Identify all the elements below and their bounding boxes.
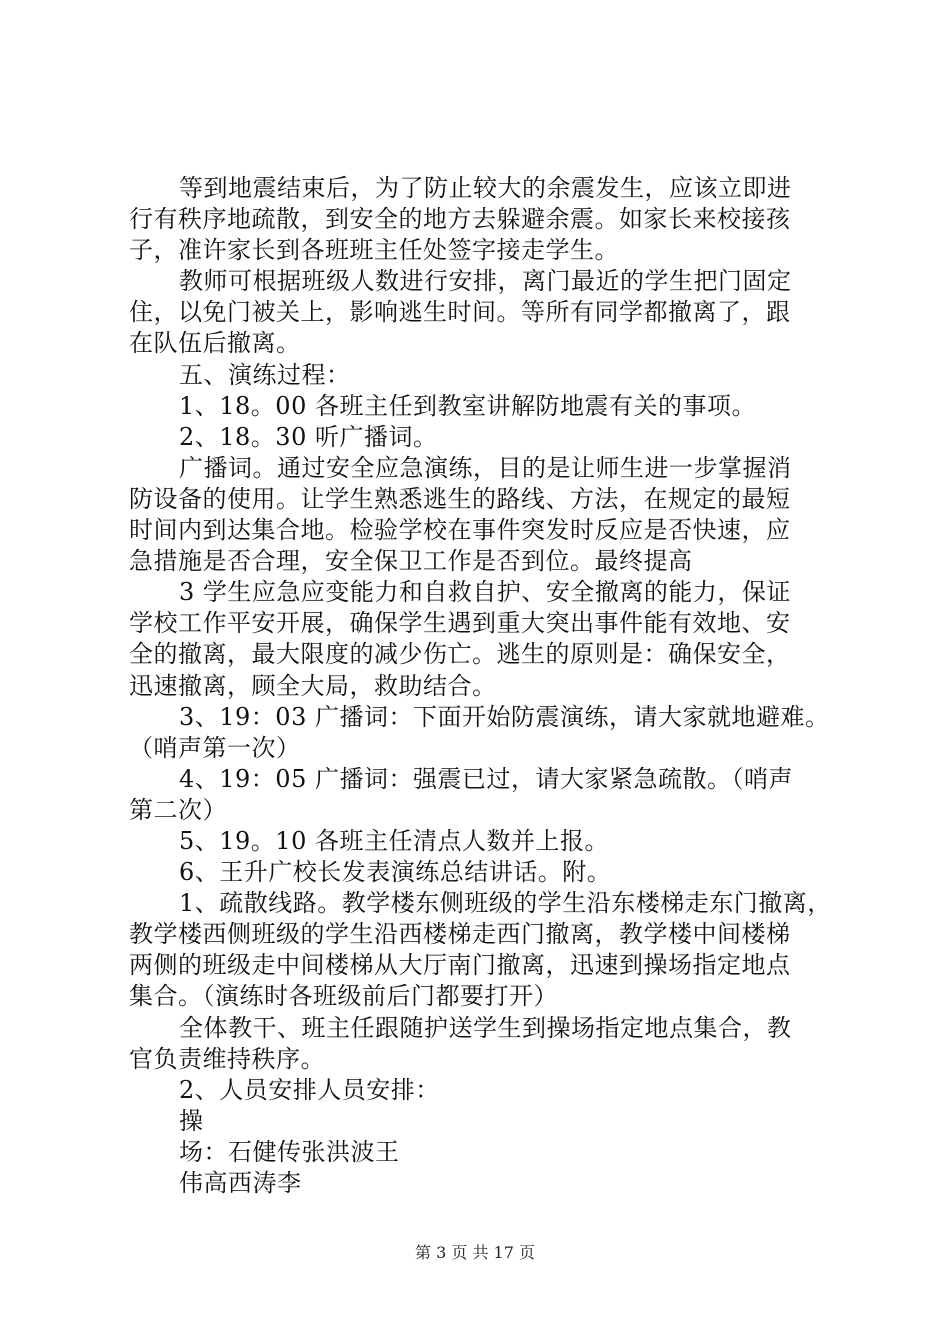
- text-line: （哨声第一次）: [129, 733, 301, 762]
- text-line: 2、18。30 听广播词。: [179, 422, 438, 451]
- text-line: 5、19。10 各班主任清点人数并上报。: [179, 826, 609, 855]
- text-line: 迅速撤离，顾全大局，救助结合。: [129, 671, 497, 700]
- text-line: 学校工作平安开展，确保学生遇到重大突出事件能有效地、安: [129, 609, 791, 638]
- text-line: 3 学生应急应变能力和自救自护、安全撤离的能力，保证: [179, 578, 791, 607]
- text-line: 教师可根据班级人数进行安排，离门最近的学生把门固定: [179, 267, 792, 296]
- text-line: 伟高西涛李: [179, 1169, 302, 1197]
- text-line: 2、人员安排人员安排：: [179, 1075, 440, 1104]
- text-line: 两侧的班级走中间楼梯从大厅南门撤离，迅速到操场指定地点: [129, 951, 791, 980]
- text-line: 全体教干、班主任跟随护送学生到操场指定地点集合，教: [179, 1013, 792, 1042]
- text-line: 在队伍后撤离。: [129, 329, 301, 358]
- text-line: 等到地震结束后，为了防止较大的余震发生，应该立即进: [179, 174, 792, 202]
- text-line: 官负责维持秩序。: [129, 1044, 325, 1073]
- text-line: 广播词。通过安全应急演练，目的是让师生进一步掌握消: [179, 453, 792, 482]
- text-line: 时间内到达集合地。检验学校在事件突发时反应是否快速，应: [129, 516, 791, 545]
- text-line: 1、18。00 各班主任到教室讲解防地震有关的事项。: [179, 391, 756, 420]
- text-line: 3、19：03 广播词：下面开始防震演练，请大家就地避难。: [179, 702, 830, 731]
- text-line: 防设备的使用。让学生熟悉逃生的路线、方法，在规定的最短: [129, 484, 791, 513]
- text-line: 操: [179, 1106, 204, 1135]
- text-line: 教学楼西侧班级的学生沿西楼梯走西门撤离，教学楼中间楼梯: [129, 920, 791, 949]
- text-line: 五、演练过程：: [179, 360, 351, 389]
- text-line: 6、王升广校长发表演练总结讲话。附。: [179, 858, 612, 887]
- page-footer: 第 3 页 共 17 页: [415, 1243, 535, 1262]
- text-line: 场：石健传张洪波王: [179, 1137, 400, 1166]
- text-line: 子，准许家长到各班班主任处签字接走学生。: [129, 236, 619, 265]
- text-line: 住，以免门被关上，影响逃生时间。等所有同学都撤离了，跟: [129, 298, 791, 327]
- text-line: 第二次）: [129, 795, 227, 824]
- text-line: 全的撤离，最大限度的减少伤亡。逃生的原则是：确保安全，: [129, 640, 791, 669]
- text-line: 急措施是否合理，安全保卫工作是否到位。最终提高: [129, 547, 693, 576]
- text-line: 4、19：05 广播词：强震已过，请大家紧急疏散。（哨声: [179, 764, 793, 793]
- text-line: 1、疏散线路。教学楼东侧班级的学生沿东楼梯走东门撤离，: [179, 889, 832, 918]
- text-line: 行有秩序地疏散，到安全的地方去躲避余震。如家长来校接孩: [129, 205, 791, 234]
- text-line: 集合。（演练时各班级前后门都要打开）: [129, 982, 558, 1011]
- document-body: [129, 173, 841, 1199]
